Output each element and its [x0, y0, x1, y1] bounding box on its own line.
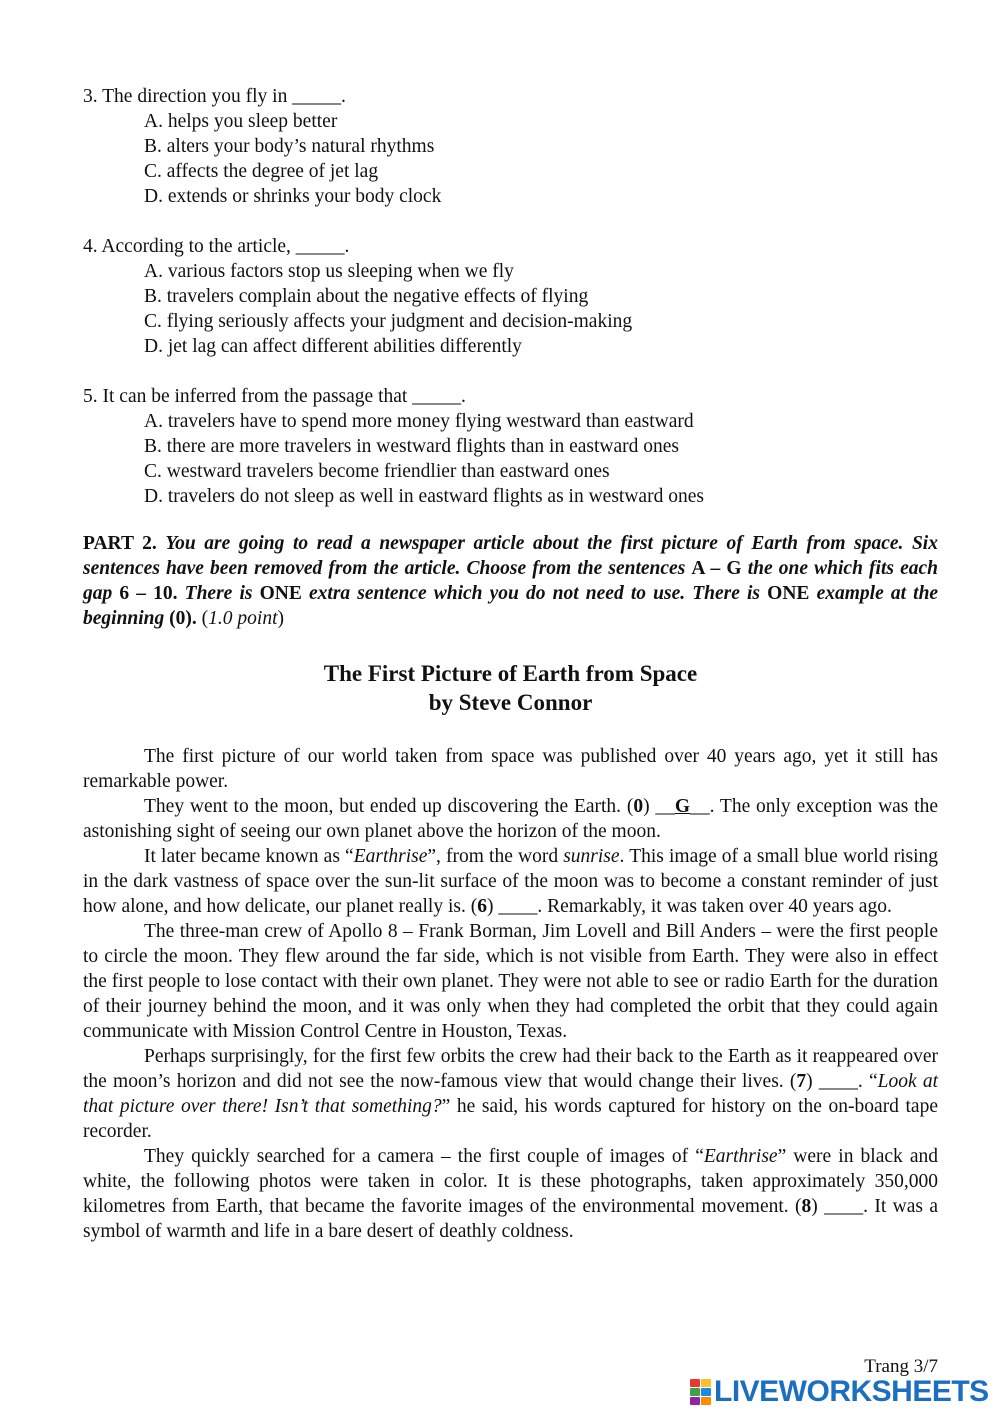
option-d[interactable]: D. jet lag can affect different abilities differently [144, 336, 522, 357]
gap-6-input[interactable]: ____ [498, 896, 538, 917]
question-3 [83, 84, 938, 209]
logo-squares-icon [690, 1379, 711, 1405]
paragraph-5: Perhaps surprisingly, for the first few orbits the crew had their back to the Earth as it reappeared over the moon’s horizon and did not see the now-famous view that would change their lives. (7) ____. “Look at that picture over there! Isn’t that something?” he said, his words captured for history on the on-board tape recorder. [83, 1046, 938, 1142]
gap-7-input[interactable]: __ [838, 1071, 858, 1092]
article-heading: The First Picture of Earth from Space [323, 661, 698, 686]
question-stem: 5. It can be inferred from the passage that _____. [83, 386, 466, 407]
option-a[interactable]: A. travelers have to spend more money flying westward than eastward [144, 411, 694, 432]
option-b[interactable]: B. alters your body’s natural rhythms [144, 136, 435, 157]
article-author: by Steve Connor [428, 690, 593, 715]
option-b[interactable]: B. travelers complain about the negative effects of flying [144, 286, 589, 307]
question-stem: 3. The direction you fly in _____. [83, 86, 346, 107]
option-b[interactable]: B. there are more travelers in westward flights than in eastward ones [144, 436, 679, 457]
page-number: Trang 3/7 [864, 1356, 938, 1377]
option-d[interactable]: D. travelers do not sleep as well in eastward flights as in westward ones [144, 486, 704, 507]
worksheet-page [83, 84, 938, 1244]
paragraph-6: They quickly searched for a camera – the first couple of images of “Earthrise” were in black and white, the following photos were taken in color. It is these photographs, taken approximately 350,000 kilometres from Earth, that became the favorite images of the environmental movement. (8) ____. It was a symbol of warmth and life in a bare desert of deathly coldness. [83, 1146, 938, 1242]
question-stem: 4. According to the article, _____. [83, 236, 350, 257]
paragraph-4: The three-man crew of Apollo 8 – Frank Borman, Jim Lovell and Bill Anders – were the first people to circle the moon. They flew around the far side, which is not visible from Earth. They were also in effect the first people to lose contact with their own planet. They were not able to see or radio Earth for the duration of their journey behind the moon, and it was only when they had completed the orbit that they could again communicate with Mission Control Centre in Houston, Texas. [83, 921, 938, 1042]
paragraph-3: It later became known as “Earthrise”, from the word sunrise. This image of a small blue world rising in the dark vastness of space over the sun-lit surface of the moon was to become a constant reminder of just how alone, and how delicate, our planet really is. (6) ____. Remarkably, it was taken over 40 years ago. [83, 846, 938, 917]
option-c[interactable]: C. affects the degree of jet lag [144, 161, 379, 182]
paragraph-1: The first picture of our world taken from space was published over 40 years ago, yet it still has remarkable power. [83, 746, 938, 792]
logo-text: LIVEWORKSHEETS [714, 1375, 989, 1408]
question-4 [83, 234, 938, 359]
question-5 [83, 384, 938, 509]
example-answer: G [674, 796, 691, 817]
article-title [83, 659, 938, 717]
option-a[interactable]: A. various factors stop us sleeping when we fly [144, 261, 514, 282]
liveworksheets-logo [690, 1375, 989, 1409]
option-c[interactable]: C. flying seriously affects your judgment and decision-making [144, 311, 633, 332]
part2-instructions: PART 2. You are going to read a newspaper article about the first picture of Earth from space. Six sentences have been removed from the article. Choose from the sentences A – G the one which fits each gap 6 – 10. There is ONE extra sentence which you do not need to use. There is ONE example at the beginning (0). (1.0 point) [83, 533, 939, 629]
part2-label: PART 2. [83, 533, 157, 554]
points-label: 1.0 point [208, 608, 278, 629]
option-d[interactable]: D. extends or shrinks your body clock [144, 186, 442, 207]
option-c[interactable]: C. westward travelers become friendlier than eastward ones [144, 461, 610, 482]
paragraph-2: They went to the moon, but ended up discovering the Earth. (0) __G__. The only exception was the astonishing sight of seeing our own planet above the horizon of the moon. [83, 796, 939, 842]
option-a[interactable]: A. helps you sleep better [144, 111, 338, 132]
gap-8-input[interactable]: ____ [824, 1196, 864, 1217]
